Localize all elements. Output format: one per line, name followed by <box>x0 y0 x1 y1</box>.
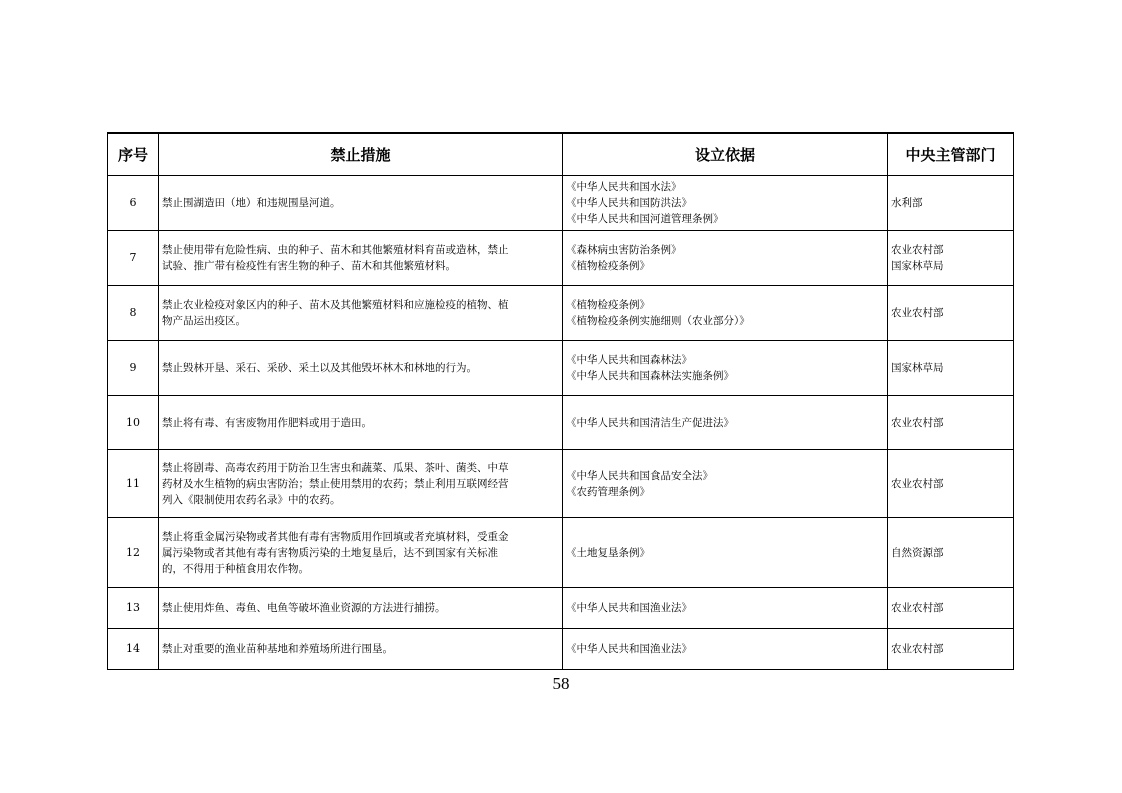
basis-line: 《农药管理条例》 <box>566 485 650 498</box>
department-line: 农业农村部 <box>891 307 944 319</box>
table-row <box>108 588 1014 629</box>
header-index: 序号 <box>108 133 159 176</box>
basis-line: 《中华人民共和国清洁生产促进法》 <box>566 416 734 429</box>
measure-line: 药材及水生植物的病虫害防治；禁止使用禁用的农药；禁止利用互联网经营 <box>162 477 509 490</box>
row-index: 6 <box>108 176 159 231</box>
row-department <box>888 286 1014 341</box>
measure-line: 禁止将重金属污染物或者其他有毒有害物质用作回填或者充填材料，受重金 <box>162 530 509 543</box>
row-measure <box>159 396 563 450</box>
table-header-row <box>108 133 1014 176</box>
row-index: 9 <box>108 341 159 396</box>
table-row <box>108 629 1014 670</box>
row-basis <box>563 629 888 670</box>
table-row <box>108 450 1014 518</box>
row-department <box>888 588 1014 629</box>
row-basis <box>563 518 888 588</box>
row-basis <box>563 341 888 396</box>
basis-line: 《土地复垦条例》 <box>566 546 650 559</box>
table-body <box>108 176 1014 670</box>
row-department <box>888 231 1014 286</box>
row-index: 13 <box>108 588 159 629</box>
basis-line: 《中华人民共和国防洪法》 <box>566 197 692 209</box>
row-basis <box>563 588 888 629</box>
table-row <box>108 341 1014 396</box>
department-line: 农业农村部 <box>891 477 944 490</box>
basis-line: 《植物检疫条例》 <box>566 299 650 311</box>
row-department <box>888 396 1014 450</box>
row-measure <box>159 231 563 286</box>
department-line: 水利部 <box>891 197 923 209</box>
row-index: 11 <box>108 450 159 518</box>
row-index: 10 <box>108 396 159 450</box>
basis-line: 《中华人民共和国河道管理条例》 <box>566 213 724 225</box>
row-measure <box>159 450 563 518</box>
row-index: 12 <box>108 518 159 588</box>
basis-line: 《中华人民共和国渔业法》 <box>566 602 692 614</box>
measure-line: 禁止对重要的渔业苗种基地和养殖场所进行围垦。 <box>162 643 393 655</box>
row-basis <box>563 176 888 231</box>
table-row <box>108 231 1014 286</box>
table-row <box>108 176 1014 231</box>
measure-line: 属污染物或者其他有毒有害物质污染的土地复垦后，达不到国家有关标准 <box>162 546 498 559</box>
measure-line: 列入《限制使用农药名录》中的农药。 <box>162 493 341 506</box>
basis-line: 《中华人民共和国渔业法》 <box>566 643 692 655</box>
page-number: 58 <box>552 674 570 693</box>
row-measure <box>159 518 563 588</box>
table-row <box>108 518 1014 588</box>
row-basis <box>563 396 888 450</box>
basis-line: 《植物检疫条例》 <box>566 260 650 272</box>
basis-line: 《植物检疫条例实施细则（农业部分）》 <box>566 315 750 327</box>
header-basis: 设立依据 <box>563 133 888 176</box>
basis-line: 《中华人民共和国森林法实施条例》 <box>566 370 734 382</box>
row-index: 7 <box>108 231 159 286</box>
department-line: 农业农村部 <box>891 602 944 614</box>
row-basis <box>563 286 888 341</box>
row-department <box>888 176 1014 231</box>
department-line: 国家林草局 <box>891 260 944 272</box>
department-line: 农业农村部 <box>891 416 944 429</box>
header-department: 中央主管部门 <box>888 133 1014 176</box>
measure-line: 禁止将有毒、有害废物用作肥料或用于造田。 <box>162 416 372 429</box>
basis-line: 《中华人民共和国水法》 <box>566 181 682 193</box>
measure-line: 禁止使用带有危险性病、虫的种子、苗木和其他繁殖材料育苗或造林，禁止 <box>162 244 509 256</box>
row-basis <box>563 231 888 286</box>
basis-line: 《中华人民共和国森林法》 <box>566 354 692 366</box>
row-index: 14 <box>108 629 159 670</box>
department-line: 自然资源部 <box>891 546 944 559</box>
measure-line: 物产品运出疫区。 <box>162 315 246 327</box>
row-measure <box>159 286 563 341</box>
basis-line: 《森林病虫害防治条例》 <box>566 244 682 256</box>
measure-line: 禁止使用炸鱼、毒鱼、电鱼等破坏渔业资源的方法进行捕捞。 <box>162 602 446 614</box>
department-line: 国家林草局 <box>891 362 944 374</box>
table-row <box>108 396 1014 450</box>
measure-line: 试验、推广带有检疫性有害生物的种子、苗木和其他繁殖材料。 <box>162 260 456 272</box>
row-measure <box>159 341 563 396</box>
row-department <box>888 450 1014 518</box>
measure-line: 禁止毁林开垦、采石、采砂、采土以及其他毁坏林木和林地的行为。 <box>162 362 477 374</box>
row-basis <box>563 450 888 518</box>
row-measure <box>159 629 563 670</box>
table-row <box>108 286 1014 341</box>
row-index: 8 <box>108 286 159 341</box>
department-line: 农业农村部 <box>891 244 944 256</box>
row-department <box>888 629 1014 670</box>
department-line: 农业农村部 <box>891 643 944 655</box>
row-measure <box>159 176 563 231</box>
basis-line: 《中华人民共和国食品安全法》 <box>566 469 713 482</box>
prohibition-measures-table <box>107 132 1014 670</box>
header-measure: 禁止措施 <box>159 133 563 176</box>
row-measure <box>159 588 563 629</box>
row-department <box>888 518 1014 588</box>
measure-line: 禁止围湖造田（地）和违规围垦河道。 <box>162 197 341 209</box>
measure-line: 禁止农业检疫对象区内的种子、苗木及其他繁殖材料和应施检疫的植物、植 <box>162 299 509 311</box>
measure-line: 的，不得用于种植食用农作物。 <box>162 562 309 575</box>
row-department <box>888 341 1014 396</box>
measure-line: 禁止将剧毒、高毒农药用于防治卫生害虫和蔬菜、瓜果、茶叶、菌类、中草 <box>162 461 509 474</box>
